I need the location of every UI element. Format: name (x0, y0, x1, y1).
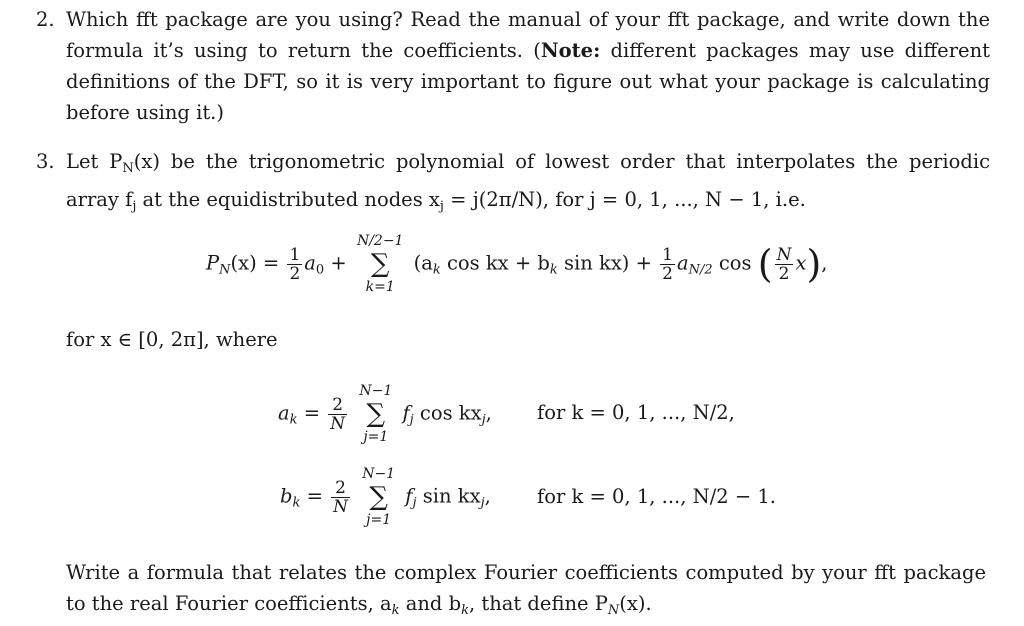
question-number: 2. (36, 8, 55, 31)
question-number: 3. (36, 150, 55, 173)
summation: N/2−1 ∑ k=1 (356, 233, 404, 295)
question-text: Let $P_N(x)$ be the trigonometric polynomial of lowest order that interpolates the periodic array $f_j$ at the equidistributed nodes $x_j = j(2\pi/N)$, for j = 0, 1, ..., N − 1, i.e. (66, 150, 990, 214)
question-3 (30, 146, 990, 222)
condition-ak: for k = 0, 1, ..., N/2, (537, 401, 735, 424)
equation-bk: $b_k$ = $\frac{2}{N}$ N−1 ∑ j=1 $f_j$ $\sin kx_j$, (280, 466, 491, 528)
summation: N−1 ∑ j=1 (362, 466, 396, 528)
note-label: Note: (540, 39, 601, 62)
fraction: $\frac{2}{N}$ (333, 477, 348, 517)
closing-text: Write a formula that relates the complex Fourier coefficients computed by your fft package to the real Fourier coefficients, $a_k$ and $b_k$, that define $P_N(x)$. (66, 561, 986, 618)
fraction: $\frac{N}{2}$ (776, 244, 792, 284)
domain-text: for x ∈ [0, 2π], where (66, 328, 278, 351)
fraction: $\frac{1}{2}$ (662, 244, 673, 284)
fraction: $\frac{1}{2}$ (289, 244, 301, 284)
equation-ak: $a_k$ = $\frac{2}{N}$ N−1 ∑ j=1 $f_j$ $\cos kx_j$, (278, 383, 492, 445)
summation: N−1 ∑ j=1 (359, 383, 393, 445)
fraction: $\frac{2}{N}$ (330, 394, 346, 434)
equation-interpolant: $P_N(x)$ = $\frac{1}{2}$ $a_0$ + N/2−1 ∑ k=1 ($a_k$ cos kx + $b_k$ sin kx) + $\frac{1}{2}$ $a_{N/2}$ cos ( $\frac{N}{2}$ x), (206, 233, 828, 295)
question-2 (30, 4, 990, 128)
question-text: Which fft package are you using? Read the manual of your fft package, and write down the formula it’s using to return the coefficients. (Note: different packages may use different definitions of the DFT, so it is very important to figure out what your package is calculating before using it.) (66, 8, 990, 124)
condition-bk: for k = 0, 1, ..., N/2 − 1. (537, 485, 777, 508)
